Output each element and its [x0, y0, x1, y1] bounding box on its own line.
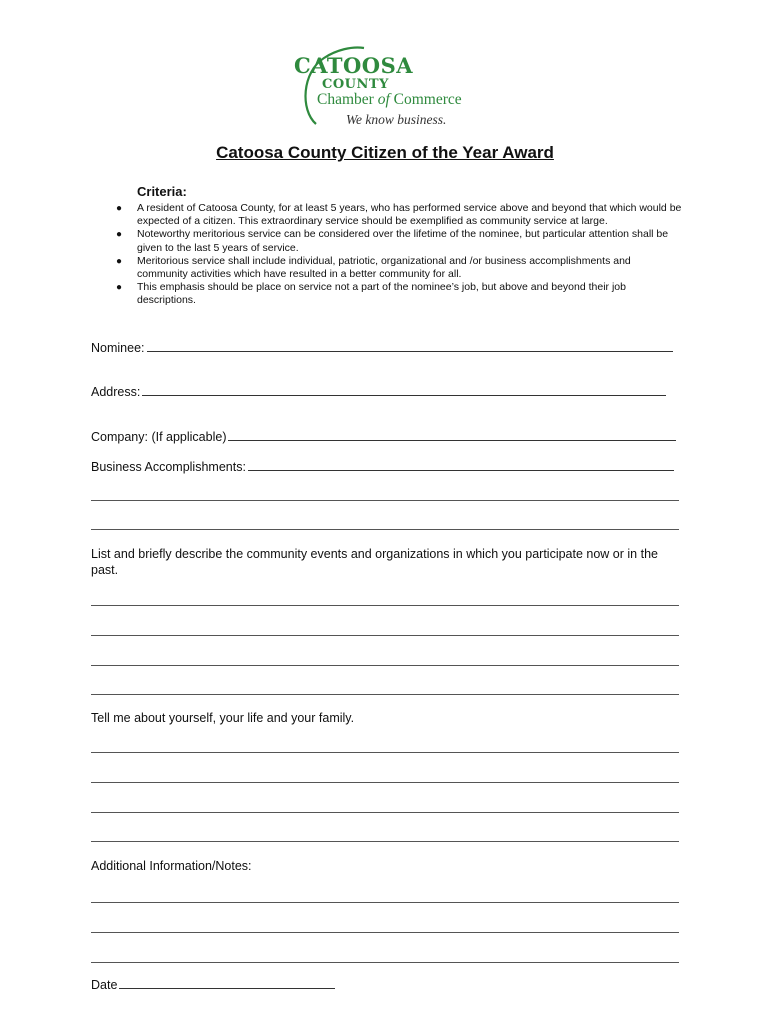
- criteria-item-text: Meritorious service shall include individual, patriotic, organizational and /or business accomplishments and community activities which have resulted in a better community for all.: [137, 254, 631, 281]
- nominee-label: Nominee:: [91, 341, 145, 355]
- logo-chamber-c: Commerce: [389, 91, 462, 108]
- criteria-item: [116, 254, 682, 281]
- criteria-item: [116, 202, 682, 228]
- criteria-item: [116, 228, 682, 254]
- date-row: [91, 977, 335, 992]
- criteria-item: [116, 281, 682, 307]
- nominee-row: [91, 340, 673, 355]
- notes-prompt: Additional Information/Notes:: [91, 859, 252, 873]
- bullet-icon: ●: [116, 282, 123, 294]
- about-prompt: Tell me about yourself, your life and your family.: [91, 711, 355, 725]
- answer-line[interactable]: [91, 841, 679, 842]
- bullet-icon: ●: [116, 203, 123, 214]
- company-field[interactable]: [228, 429, 676, 441]
- answer-line[interactable]: [91, 635, 679, 636]
- logo-chamber-of: of: [377, 91, 390, 108]
- nominee-field[interactable]: [147, 340, 673, 352]
- answer-line[interactable]: [91, 605, 679, 606]
- answer-line[interactable]: [91, 752, 679, 753]
- logo-name: CATOOSA: [294, 53, 414, 78]
- answer-line[interactable]: [91, 962, 679, 963]
- answer-line[interactable]: [91, 902, 679, 903]
- business-field[interactable]: [248, 459, 674, 471]
- community-prompt: List and briefly describe the community events and organizations in which you participate now or in the past.: [91, 547, 658, 577]
- answer-line[interactable]: [91, 812, 679, 813]
- logo-tagline: We know business.: [346, 112, 447, 127]
- date-label: Date: [91, 978, 118, 992]
- answer-line[interactable]: [91, 529, 679, 530]
- criteria-list: [116, 202, 682, 308]
- business-row: [91, 459, 674, 474]
- company-row: [91, 429, 676, 444]
- address-label: Address:: [91, 385, 141, 399]
- answer-line[interactable]: [91, 500, 679, 501]
- logo-chamber: [317, 91, 462, 109]
- criteria-heading: Criteria:: [137, 184, 187, 199]
- company-label: Company: (If applicable): [91, 430, 227, 444]
- criteria-item-text: Noteworthy meritorious service can be considered over the lifetime of the nominee, but particular attention shall be given to the last 5 years of service.: [137, 228, 669, 254]
- page-title: Catoosa County Citizen of the Year Award: [216, 143, 554, 162]
- logo-chamber-a: Chamber: [317, 91, 378, 108]
- answer-line[interactable]: [91, 694, 679, 695]
- answer-line[interactable]: [91, 932, 679, 933]
- criteria-item-text: This emphasis should be place on service not a part of the nominee’s job, but above and beyond their job descriptions.: [137, 281, 626, 307]
- bullet-icon: ●: [116, 229, 123, 241]
- answer-line[interactable]: [91, 665, 679, 666]
- business-label: Business Accomplishments:: [91, 460, 246, 474]
- answer-line[interactable]: [91, 782, 679, 783]
- address-field[interactable]: [142, 384, 666, 396]
- criteria-item-text: A resident of Catoosa County, for at least 5 years, who has performed service above and beyond that which would be expected of a citizen. This extraordinary service should be exemplified as community service at large.: [137, 202, 682, 228]
- chamber-logo: [286, 40, 486, 132]
- date-field[interactable]: [119, 977, 335, 989]
- logo-county: COUNTY: [322, 77, 389, 92]
- address-row: [91, 384, 666, 399]
- bullet-icon: ●: [116, 255, 123, 267]
